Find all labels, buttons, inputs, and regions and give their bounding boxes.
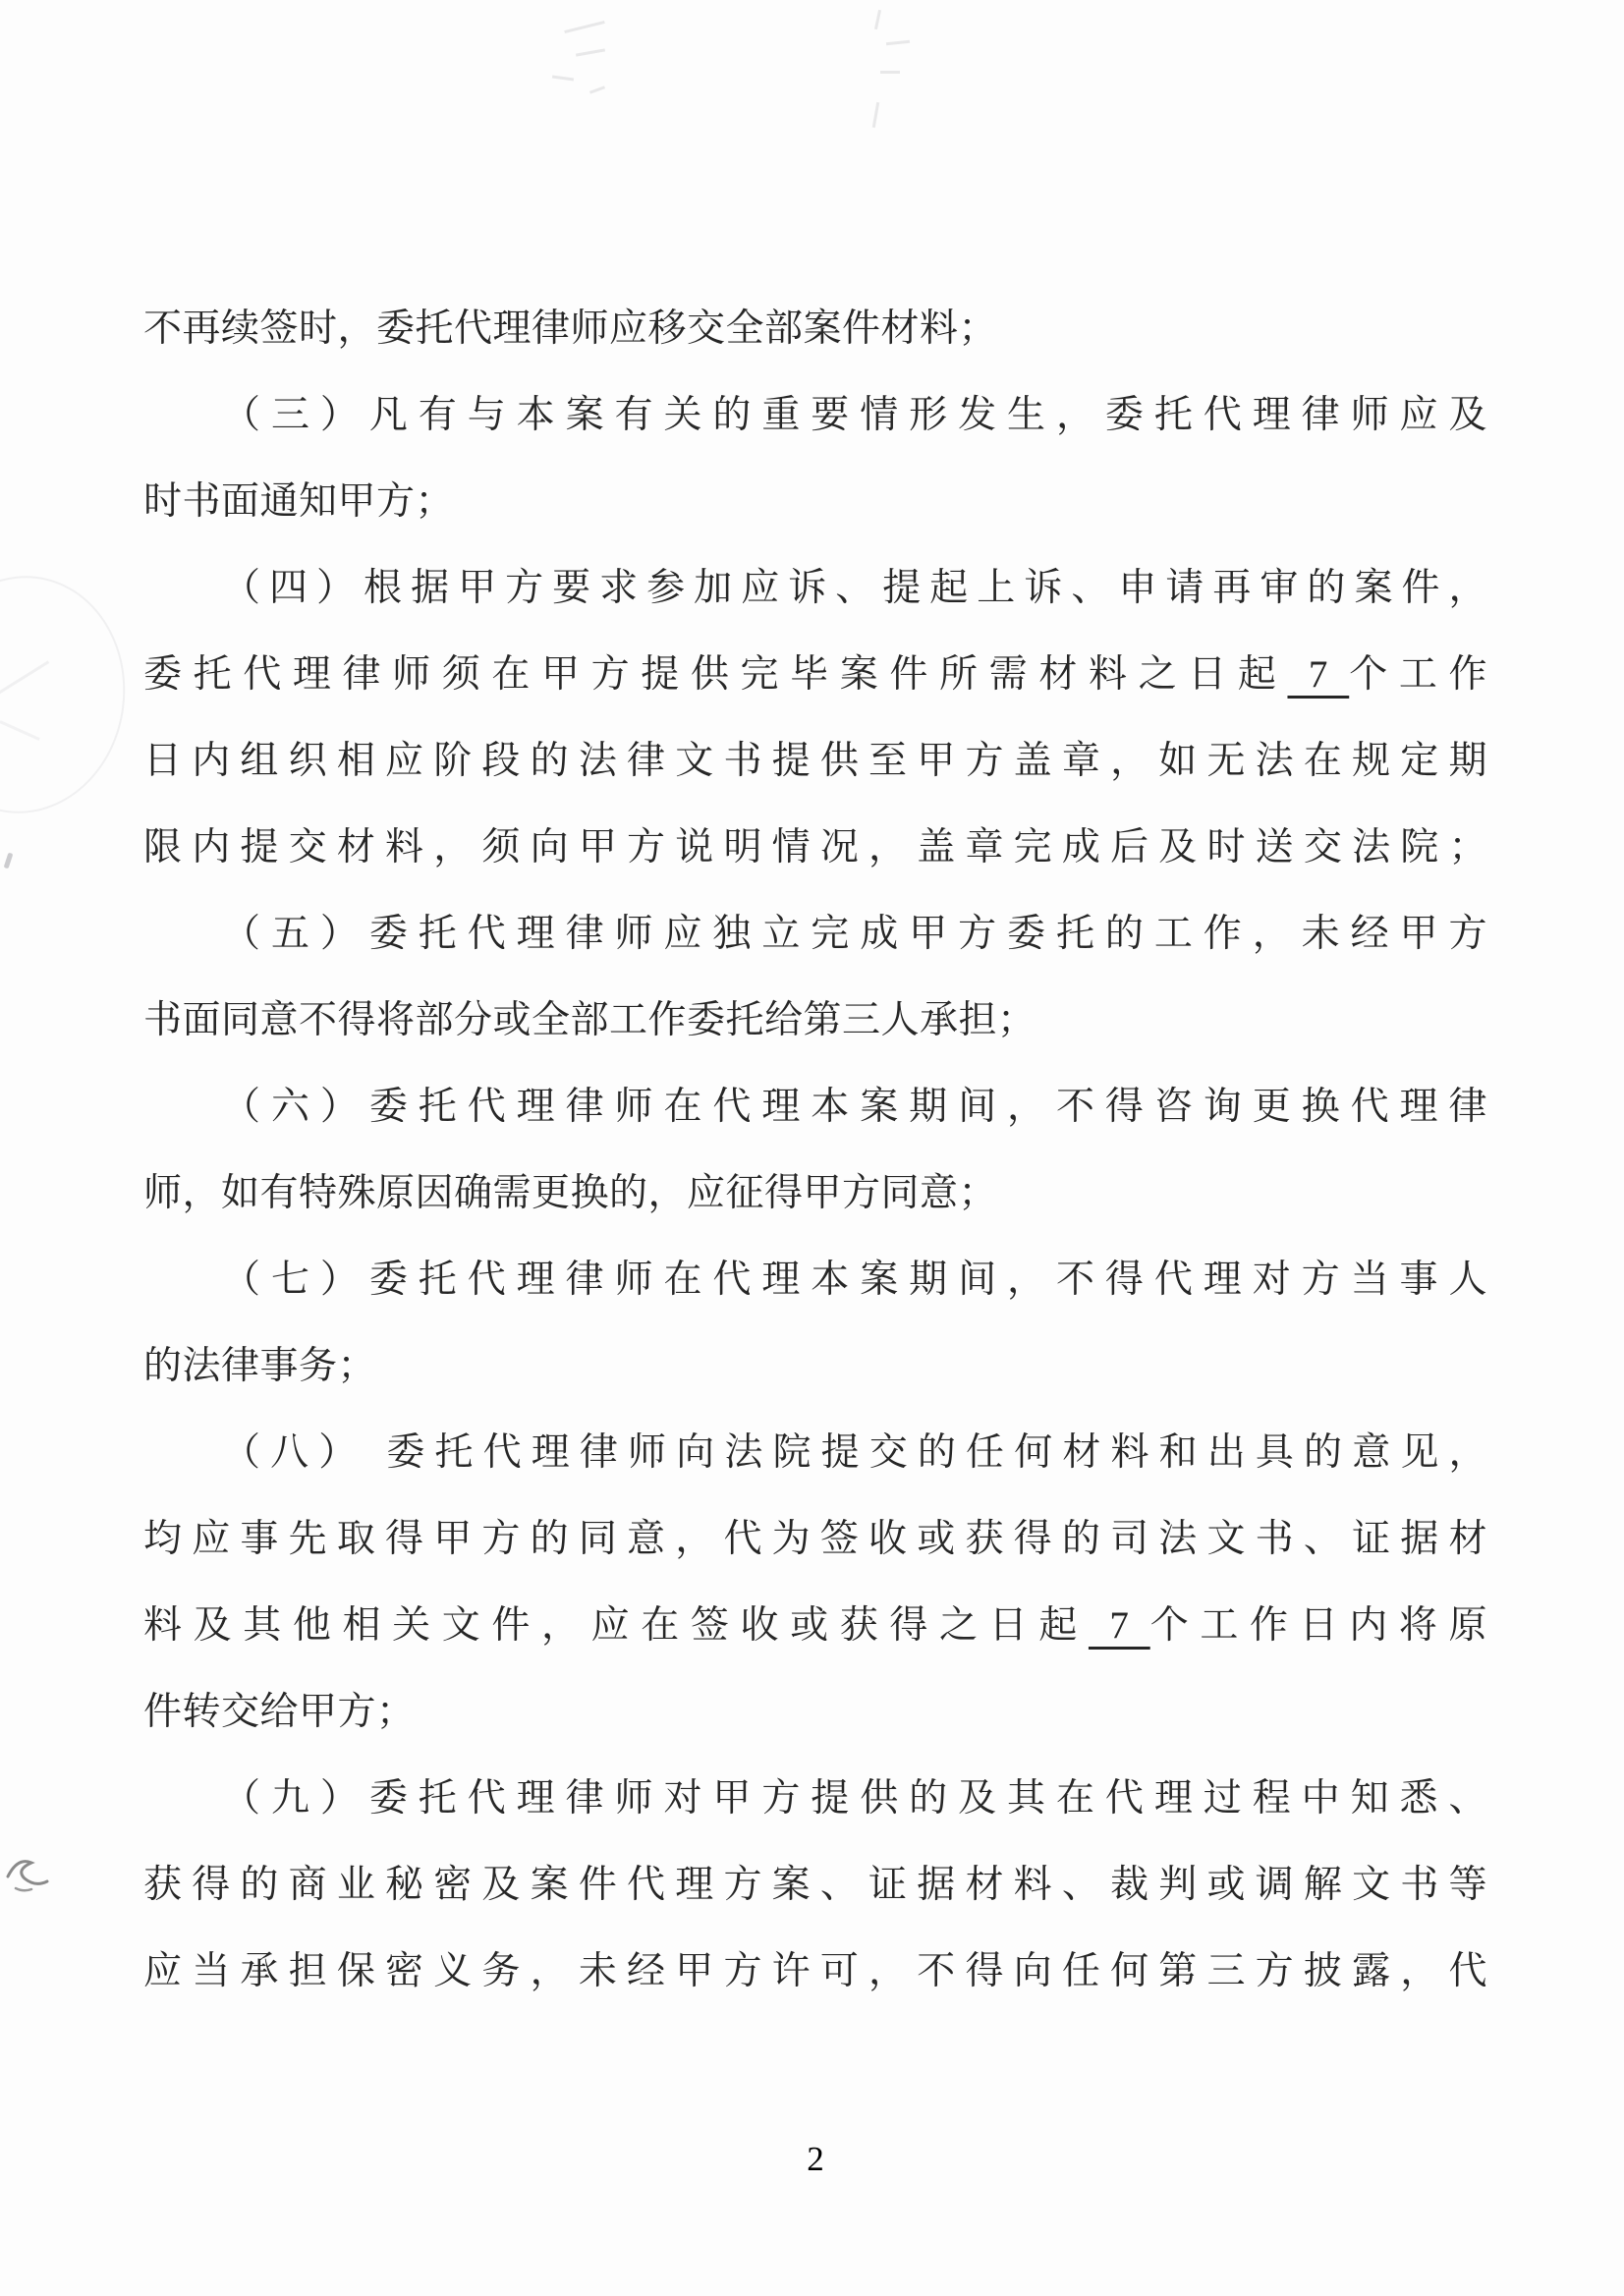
line-text: 时书面通知甲方；	[143, 480, 455, 523]
line-text: 不再续签时，委托代理律师应移交全部案件材料；	[143, 308, 998, 350]
line-text: 日内组织相应阶段的法律文书提供至甲方盖章，如无法在规定期	[143, 740, 1487, 782]
line-text: 应当承担保密义务，未经甲方许可，不得向任何第三方披露，代	[143, 1950, 1487, 1992]
stamp-bleed-artifact	[0, 564, 139, 825]
line-text: 料及其他相关文件，应在签收或获得之日起	[143, 1604, 1089, 1647]
document-line	[143, 1496, 1487, 1583]
edge-ink-artifact	[4, 853, 14, 869]
document-line	[143, 1410, 1487, 1496]
line-text: 书面同意不得将部分或全部工作委托给第三人承担；	[143, 999, 1036, 1041]
document-line	[143, 1064, 1487, 1150]
document-body	[143, 286, 1487, 2015]
document-line	[143, 286, 1487, 372]
line-text: （七）委托代理律师在代理本案期间，不得代理对方当事人	[222, 1259, 1487, 1301]
line-text: 均应事先取得甲方的同意，代为签收或获得的司法文书、证据材	[143, 1518, 1487, 1560]
document-line	[143, 545, 1487, 632]
document-line	[143, 459, 1487, 545]
document-line	[143, 1150, 1487, 1237]
document-line	[143, 1669, 1487, 1756]
document-line	[143, 1583, 1487, 1669]
document-line	[143, 718, 1487, 805]
line-text: （六）委托代理律师在代理本案期间，不得咨询更换代理律	[222, 1086, 1487, 1128]
document-line	[143, 1756, 1487, 1842]
scan-smudge-artifact	[867, 6, 910, 140]
line-text: 件转交给甲方；	[143, 1691, 416, 1733]
document-line	[143, 372, 1487, 459]
scan-smudge-artifact	[546, 18, 644, 106]
document-line	[143, 1842, 1487, 1929]
document-line	[143, 1929, 1487, 2015]
document-line	[143, 891, 1487, 978]
document-line	[143, 805, 1487, 891]
line-text: 委托代理律师须在甲方提供完毕案件所需材料之日起	[143, 653, 1288, 696]
document-line	[143, 978, 1487, 1064]
line-text: （三）凡有与本案有关的重要情形发生，委托代理律师应及	[222, 394, 1487, 436]
line-text: 的法律事务；	[143, 1345, 377, 1387]
line-text: （五）委托代理律师应独立完成甲方委托的工作，未经甲方	[222, 913, 1487, 955]
line-text: 师，如有特殊原因确需更换的，应征得甲方同意；	[143, 1172, 998, 1214]
document-line	[143, 1237, 1487, 1323]
line-text: 个工作日内将原	[1149, 1604, 1487, 1647]
line-text: 获得的商业秘密及案件代理方案、证据材料、裁判或调解文书等	[143, 1864, 1487, 1906]
underlined-value: 7	[1287, 653, 1350, 696]
line-text: 限内提交材料，须向甲方说明情况，盖章完成后及时送交法院；	[143, 826, 1487, 868]
line-text: （四）根据甲方要求参加应诉、提起上诉、申请再审的案件，	[222, 567, 1487, 609]
line-text: 个工作	[1349, 653, 1487, 696]
line-text: （八） 委托代理律师向法院提交的任何材料和出具的意见，	[222, 1431, 1487, 1474]
handwritten-ink-mark-artifact	[2, 1845, 53, 1900]
document-line	[143, 1323, 1487, 1410]
document-line	[143, 632, 1487, 718]
underlined-value: 7	[1088, 1604, 1150, 1647]
page-number	[143, 2140, 1487, 2179]
line-text: （九）委托代理律师对甲方提供的及其在代理过程中知悉、	[222, 1777, 1487, 1820]
page-number-value: 2	[807, 2140, 824, 2178]
